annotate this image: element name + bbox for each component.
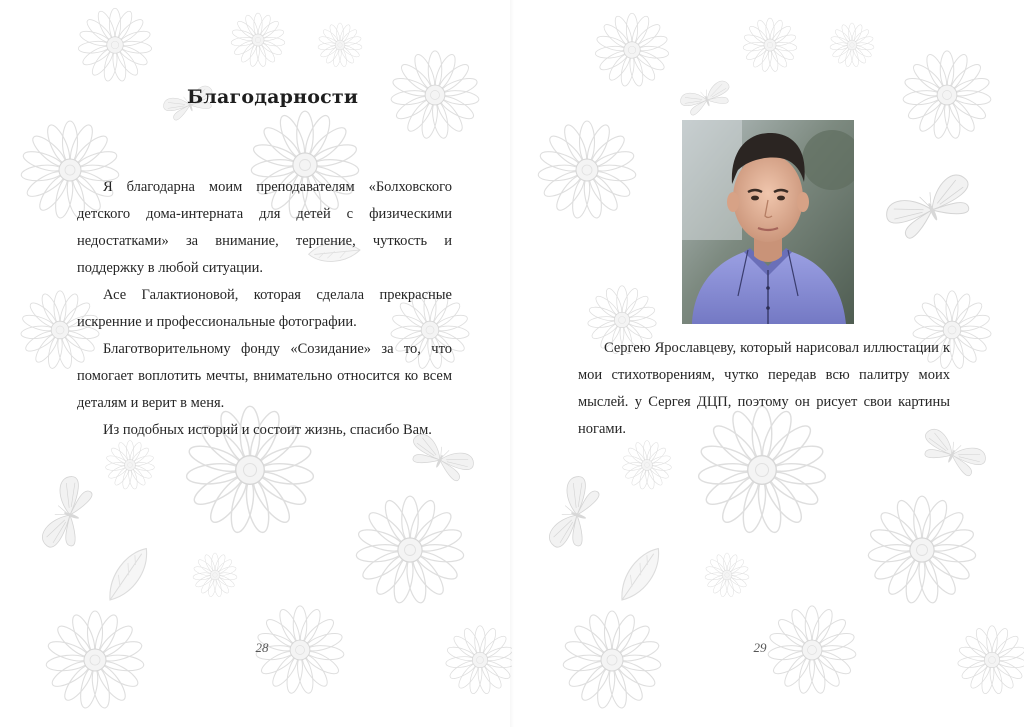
right-page — [512, 0, 1024, 727]
page-title: Благодарности — [187, 86, 359, 108]
butterfly-ornament — [39, 474, 95, 555]
daisy-ornament — [562, 611, 661, 709]
daisy-ornament — [957, 626, 1024, 695]
paragraph: Из подобных историй и состоит жизнь, спасибо Вам. — [103, 422, 432, 438]
daisy-ornament — [356, 496, 465, 604]
paragraph: Я благодарна моим преподавателям «Болховского детского дома-интерната для детей с физическими недостатками» за внимание, терпение, чуткость и поддержку в любой ситуации. — [77, 179, 452, 276]
illustrator-thanks-text — [578, 335, 950, 443]
page-gutter — [510, 0, 514, 727]
daisy-ornament — [868, 496, 977, 604]
butterfly-ornament — [882, 171, 979, 244]
daisy-ornament — [445, 626, 512, 695]
butterfly-ornament — [679, 79, 735, 118]
daisy-ornament — [902, 51, 991, 140]
page-number: 28 — [255, 640, 269, 655]
leaf-ornament — [96, 547, 161, 602]
daisy-ornament — [537, 121, 636, 219]
author-photo — [682, 120, 854, 324]
daisy-ornament — [78, 8, 152, 82]
daisy-ornament — [622, 441, 672, 490]
paragraph: Благотворительному фонду «Созидание» за то, что помогает воплотить мечты, внимательно относится ко всем деталям и верит в меня. — [77, 341, 452, 411]
acknowledgements-text — [77, 174, 452, 444]
daisy-ornament — [390, 51, 479, 140]
page-number: 29 — [753, 640, 767, 655]
daisy-ornament — [193, 553, 238, 597]
daisy-ornament — [595, 13, 669, 87]
paragraph: Сергею Ярославцеву, который нарисовал иллюстации к мои стихотворениям, чутко передав всю палитру моих мыслей. у Сергея ДЦП, поэтому он рисует свои картины ногами. — [578, 340, 950, 437]
daisy-ornament — [705, 553, 750, 597]
daisy-ornament — [105, 441, 155, 490]
leaf-ornament — [608, 547, 673, 602]
butterfly-ornament — [546, 474, 602, 555]
daisy-ornament — [743, 18, 797, 72]
daisy-ornament — [830, 23, 875, 67]
paragraph: Асе Галактионовой, которая сделала прекрасные искренние и профессиональные фотографии. — [77, 287, 452, 330]
daisy-ornament — [45, 611, 144, 709]
daisy-ornament — [231, 13, 285, 67]
daisy-ornament — [318, 23, 363, 67]
